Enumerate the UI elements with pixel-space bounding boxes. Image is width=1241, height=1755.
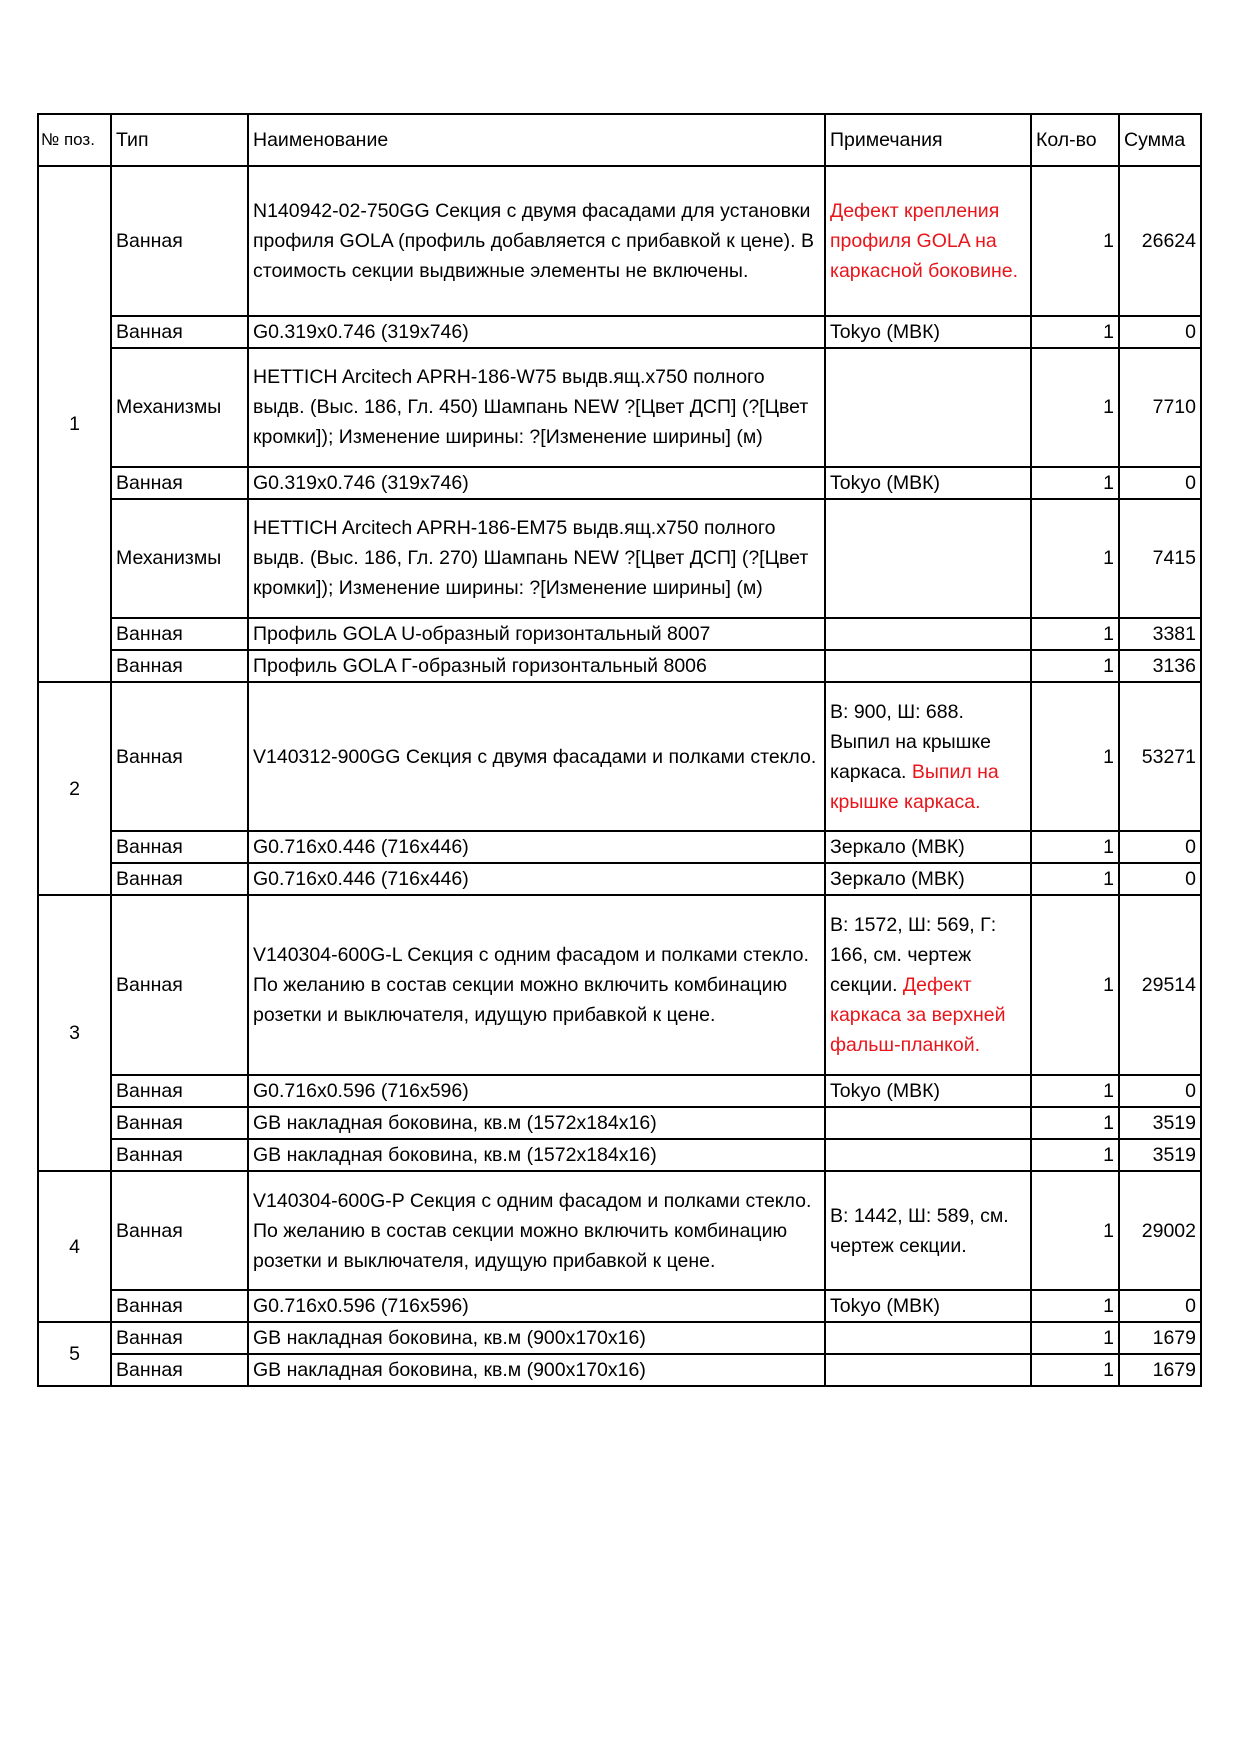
cell-type: Ванная bbox=[111, 1354, 248, 1386]
cell-qty: 1 bbox=[1031, 166, 1119, 316]
cell-type: Ванная bbox=[111, 895, 248, 1075]
cell-name: Профиль GOLA Г-образный горизонтальный 8006 bbox=[248, 650, 825, 682]
cell-sum: 0 bbox=[1119, 1075, 1201, 1107]
table-row bbox=[38, 863, 1201, 895]
cell-qty: 1 bbox=[1031, 499, 1119, 618]
cell-qty: 1 bbox=[1031, 1354, 1119, 1386]
table-row bbox=[38, 348, 1201, 467]
cell-name: GB накладная боковина, кв.м (1572x184x16) bbox=[248, 1139, 825, 1171]
cell-qty: 1 bbox=[1031, 618, 1119, 650]
cell-type: Ванная bbox=[111, 618, 248, 650]
cell-type: Ванная bbox=[111, 316, 248, 348]
cell-qty: 1 bbox=[1031, 1171, 1119, 1290]
specification-table bbox=[37, 113, 1202, 1387]
cell-notes bbox=[825, 348, 1031, 467]
cell-notes bbox=[825, 1075, 1031, 1107]
cell-qty: 1 bbox=[1031, 1139, 1119, 1171]
cell-notes bbox=[825, 1107, 1031, 1139]
cell-qty: 1 bbox=[1031, 348, 1119, 467]
notes-text: Зеркало (МВК) bbox=[830, 836, 965, 859]
cell-sum: 0 bbox=[1119, 831, 1201, 863]
table-row bbox=[38, 831, 1201, 863]
cell-notes bbox=[825, 316, 1031, 348]
defect-note: Выпил на крышке каркаса. bbox=[830, 760, 999, 813]
cell-qty: 1 bbox=[1031, 1290, 1119, 1322]
header-sum: Сумма bbox=[1119, 114, 1201, 166]
defect-note: Дефект крепления профиля GOLA на каркасной боковине. bbox=[830, 199, 1019, 282]
cell-qty: 1 bbox=[1031, 895, 1119, 1075]
notes-text: В: 1442, Ш: 589, см. чертеж секции. bbox=[830, 1204, 1009, 1257]
table-row bbox=[38, 499, 1201, 618]
cell-type: Ванная bbox=[111, 863, 248, 895]
cell-name: G0.716x0.446 (716x446) bbox=[248, 831, 825, 863]
cell-name: GB накладная боковина, кв.м (1572x184x16) bbox=[248, 1107, 825, 1139]
table-row bbox=[38, 895, 1201, 1075]
cell-type: Ванная bbox=[111, 650, 248, 682]
cell-type: Ванная bbox=[111, 166, 248, 316]
cell-notes bbox=[825, 166, 1031, 316]
position-number: 5 bbox=[38, 1322, 111, 1386]
cell-name: V140312-900GG Секция с двумя фасадами и полками стекло. bbox=[248, 682, 825, 832]
cell-qty: 1 bbox=[1031, 316, 1119, 348]
cell-sum: 0 bbox=[1119, 863, 1201, 895]
notes-text: Tokyo (МВК) bbox=[830, 471, 940, 494]
cell-qty: 1 bbox=[1031, 1075, 1119, 1107]
table-row bbox=[38, 316, 1201, 348]
cell-notes bbox=[825, 499, 1031, 618]
cell-notes bbox=[825, 1322, 1031, 1354]
cell-notes bbox=[825, 1290, 1031, 1322]
cell-notes bbox=[825, 831, 1031, 863]
cell-name: GB накладная боковина, кв.м (900x170x16) bbox=[248, 1322, 825, 1354]
table-row bbox=[38, 1171, 1201, 1290]
cell-type: Ванная bbox=[111, 1171, 248, 1290]
defect-note: Дефект каркаса за верхней фальш-планкой. bbox=[830, 974, 1006, 1057]
table-body bbox=[38, 166, 1201, 1386]
cell-notes bbox=[825, 1354, 1031, 1386]
notes-text: Зеркало (МВК) bbox=[830, 868, 965, 891]
cell-name: HETTICH Arcitech APRH-186-EM75 выдв.ящ.x750 полного выдв. (Выс. 186, Гл. 270) Шампань NEW ?[Цвет ДСП] (?[Цвет кромки]); Изменение ширины: ?[Изменение ширины] (м) bbox=[248, 499, 825, 618]
header-name: Наименование bbox=[248, 114, 825, 166]
cell-name: Профиль GOLA U-образный горизонтальный 8007 bbox=[248, 618, 825, 650]
cell-type: Ванная bbox=[111, 467, 248, 499]
cell-type: Ванная bbox=[111, 1107, 248, 1139]
header-row bbox=[38, 114, 1201, 166]
cell-sum: 1679 bbox=[1119, 1354, 1201, 1386]
cell-name: G0.716x0.596 (716x596) bbox=[248, 1290, 825, 1322]
cell-qty: 1 bbox=[1031, 1107, 1119, 1139]
cell-qty: 1 bbox=[1031, 831, 1119, 863]
cell-notes bbox=[825, 682, 1031, 832]
cell-name: V140304-600G-L Секция с одним фасадом и полками стекло. По желанию в состав секции можно включить комбинацию розетки и выключателя, идущую прибавкой к цене. bbox=[248, 895, 825, 1075]
table-row bbox=[38, 1354, 1201, 1386]
table-row bbox=[38, 1107, 1201, 1139]
cell-name: N140942-02-750GG Секция с двумя фасадами для установки профиля GOLA (профиль добавляется с прибавкой к цене). В стоимость секции выдвижные элементы не включены. bbox=[248, 166, 825, 316]
cell-notes bbox=[825, 863, 1031, 895]
cell-notes bbox=[825, 650, 1031, 682]
cell-qty: 1 bbox=[1031, 650, 1119, 682]
position-number: 3 bbox=[38, 895, 111, 1171]
cell-sum: 1679 bbox=[1119, 1322, 1201, 1354]
table-row bbox=[38, 1290, 1201, 1322]
cell-sum: 0 bbox=[1119, 1290, 1201, 1322]
cell-type: Ванная bbox=[111, 682, 248, 832]
header-type: Тип bbox=[111, 114, 248, 166]
cell-name: G0.716x0.596 (716x596) bbox=[248, 1075, 825, 1107]
cell-notes bbox=[825, 467, 1031, 499]
cell-name: G0.716x0.446 (716x446) bbox=[248, 863, 825, 895]
table-row bbox=[38, 467, 1201, 499]
cell-notes bbox=[825, 618, 1031, 650]
cell-sum: 29514 bbox=[1119, 895, 1201, 1075]
cell-type: Ванная bbox=[111, 1075, 248, 1107]
header-qty: Кол-во bbox=[1031, 114, 1119, 166]
cell-name: GB накладная боковина, кв.м (900x170x16) bbox=[248, 1354, 825, 1386]
cell-name: HETTICH Arcitech APRH-186-W75 выдв.ящ.x750 полного выдв. (Выс. 186, Гл. 450) Шампань NEW ?[Цвет ДСП] (?[Цвет кромки]); Изменение ширины: ?[Изменение ширины] (м) bbox=[248, 348, 825, 467]
table-row bbox=[38, 1322, 1201, 1354]
cell-name: G0.319x0.746 (319x746) bbox=[248, 467, 825, 499]
cell-sum: 26624 bbox=[1119, 166, 1201, 316]
cell-type: Ванная bbox=[111, 1322, 248, 1354]
table-row bbox=[38, 1075, 1201, 1107]
cell-sum: 3519 bbox=[1119, 1107, 1201, 1139]
cell-sum: 53271 bbox=[1119, 682, 1201, 832]
cell-sum: 7415 bbox=[1119, 499, 1201, 618]
notes-text: Tokyo (МВК) bbox=[830, 320, 940, 343]
cell-sum: 3136 bbox=[1119, 650, 1201, 682]
table-row bbox=[38, 166, 1201, 316]
header-pos: № поз. bbox=[38, 114, 111, 166]
cell-type: Ванная bbox=[111, 1290, 248, 1322]
notes-text: Tokyo (МВК) bbox=[830, 1080, 940, 1103]
cell-sum: 0 bbox=[1119, 467, 1201, 499]
notes-text: В: 1572, Ш: 569, Г: 166, см. чертеж секции. bbox=[830, 914, 997, 997]
position-number: 1 bbox=[38, 166, 111, 682]
table-row bbox=[38, 682, 1201, 832]
cell-type: Механизмы bbox=[111, 499, 248, 618]
cell-type: Ванная bbox=[111, 1139, 248, 1171]
cell-qty: 1 bbox=[1031, 863, 1119, 895]
cell-notes bbox=[825, 1139, 1031, 1171]
cell-sum: 0 bbox=[1119, 316, 1201, 348]
cell-notes bbox=[825, 895, 1031, 1075]
cell-type: Механизмы bbox=[111, 348, 248, 467]
notes-text: В: 900, Ш: 688. Выпил на крышке каркаса. bbox=[830, 700, 991, 783]
header-notes: Примечания bbox=[825, 114, 1031, 166]
position-number: 2 bbox=[38, 682, 111, 896]
cell-qty: 1 bbox=[1031, 682, 1119, 832]
position-number: 4 bbox=[38, 1171, 111, 1322]
cell-qty: 1 bbox=[1031, 467, 1119, 499]
table-row bbox=[38, 618, 1201, 650]
cell-sum: 7710 bbox=[1119, 348, 1201, 467]
notes-text: Tokyo (МВК) bbox=[830, 1295, 940, 1318]
cell-sum: 3519 bbox=[1119, 1139, 1201, 1171]
cell-name: V140304-600G-P Секция с одним фасадом и полками стекло. По желанию в состав секции можно включить комбинацию розетки и выключателя, идущую прибавкой к цене. bbox=[248, 1171, 825, 1290]
cell-name: G0.319x0.746 (319x746) bbox=[248, 316, 825, 348]
table-row bbox=[38, 1139, 1201, 1171]
cell-sum: 29002 bbox=[1119, 1171, 1201, 1290]
cell-type: Ванная bbox=[111, 831, 248, 863]
table-row bbox=[38, 650, 1201, 682]
cell-notes bbox=[825, 1171, 1031, 1290]
cell-qty: 1 bbox=[1031, 1322, 1119, 1354]
cell-sum: 3381 bbox=[1119, 618, 1201, 650]
